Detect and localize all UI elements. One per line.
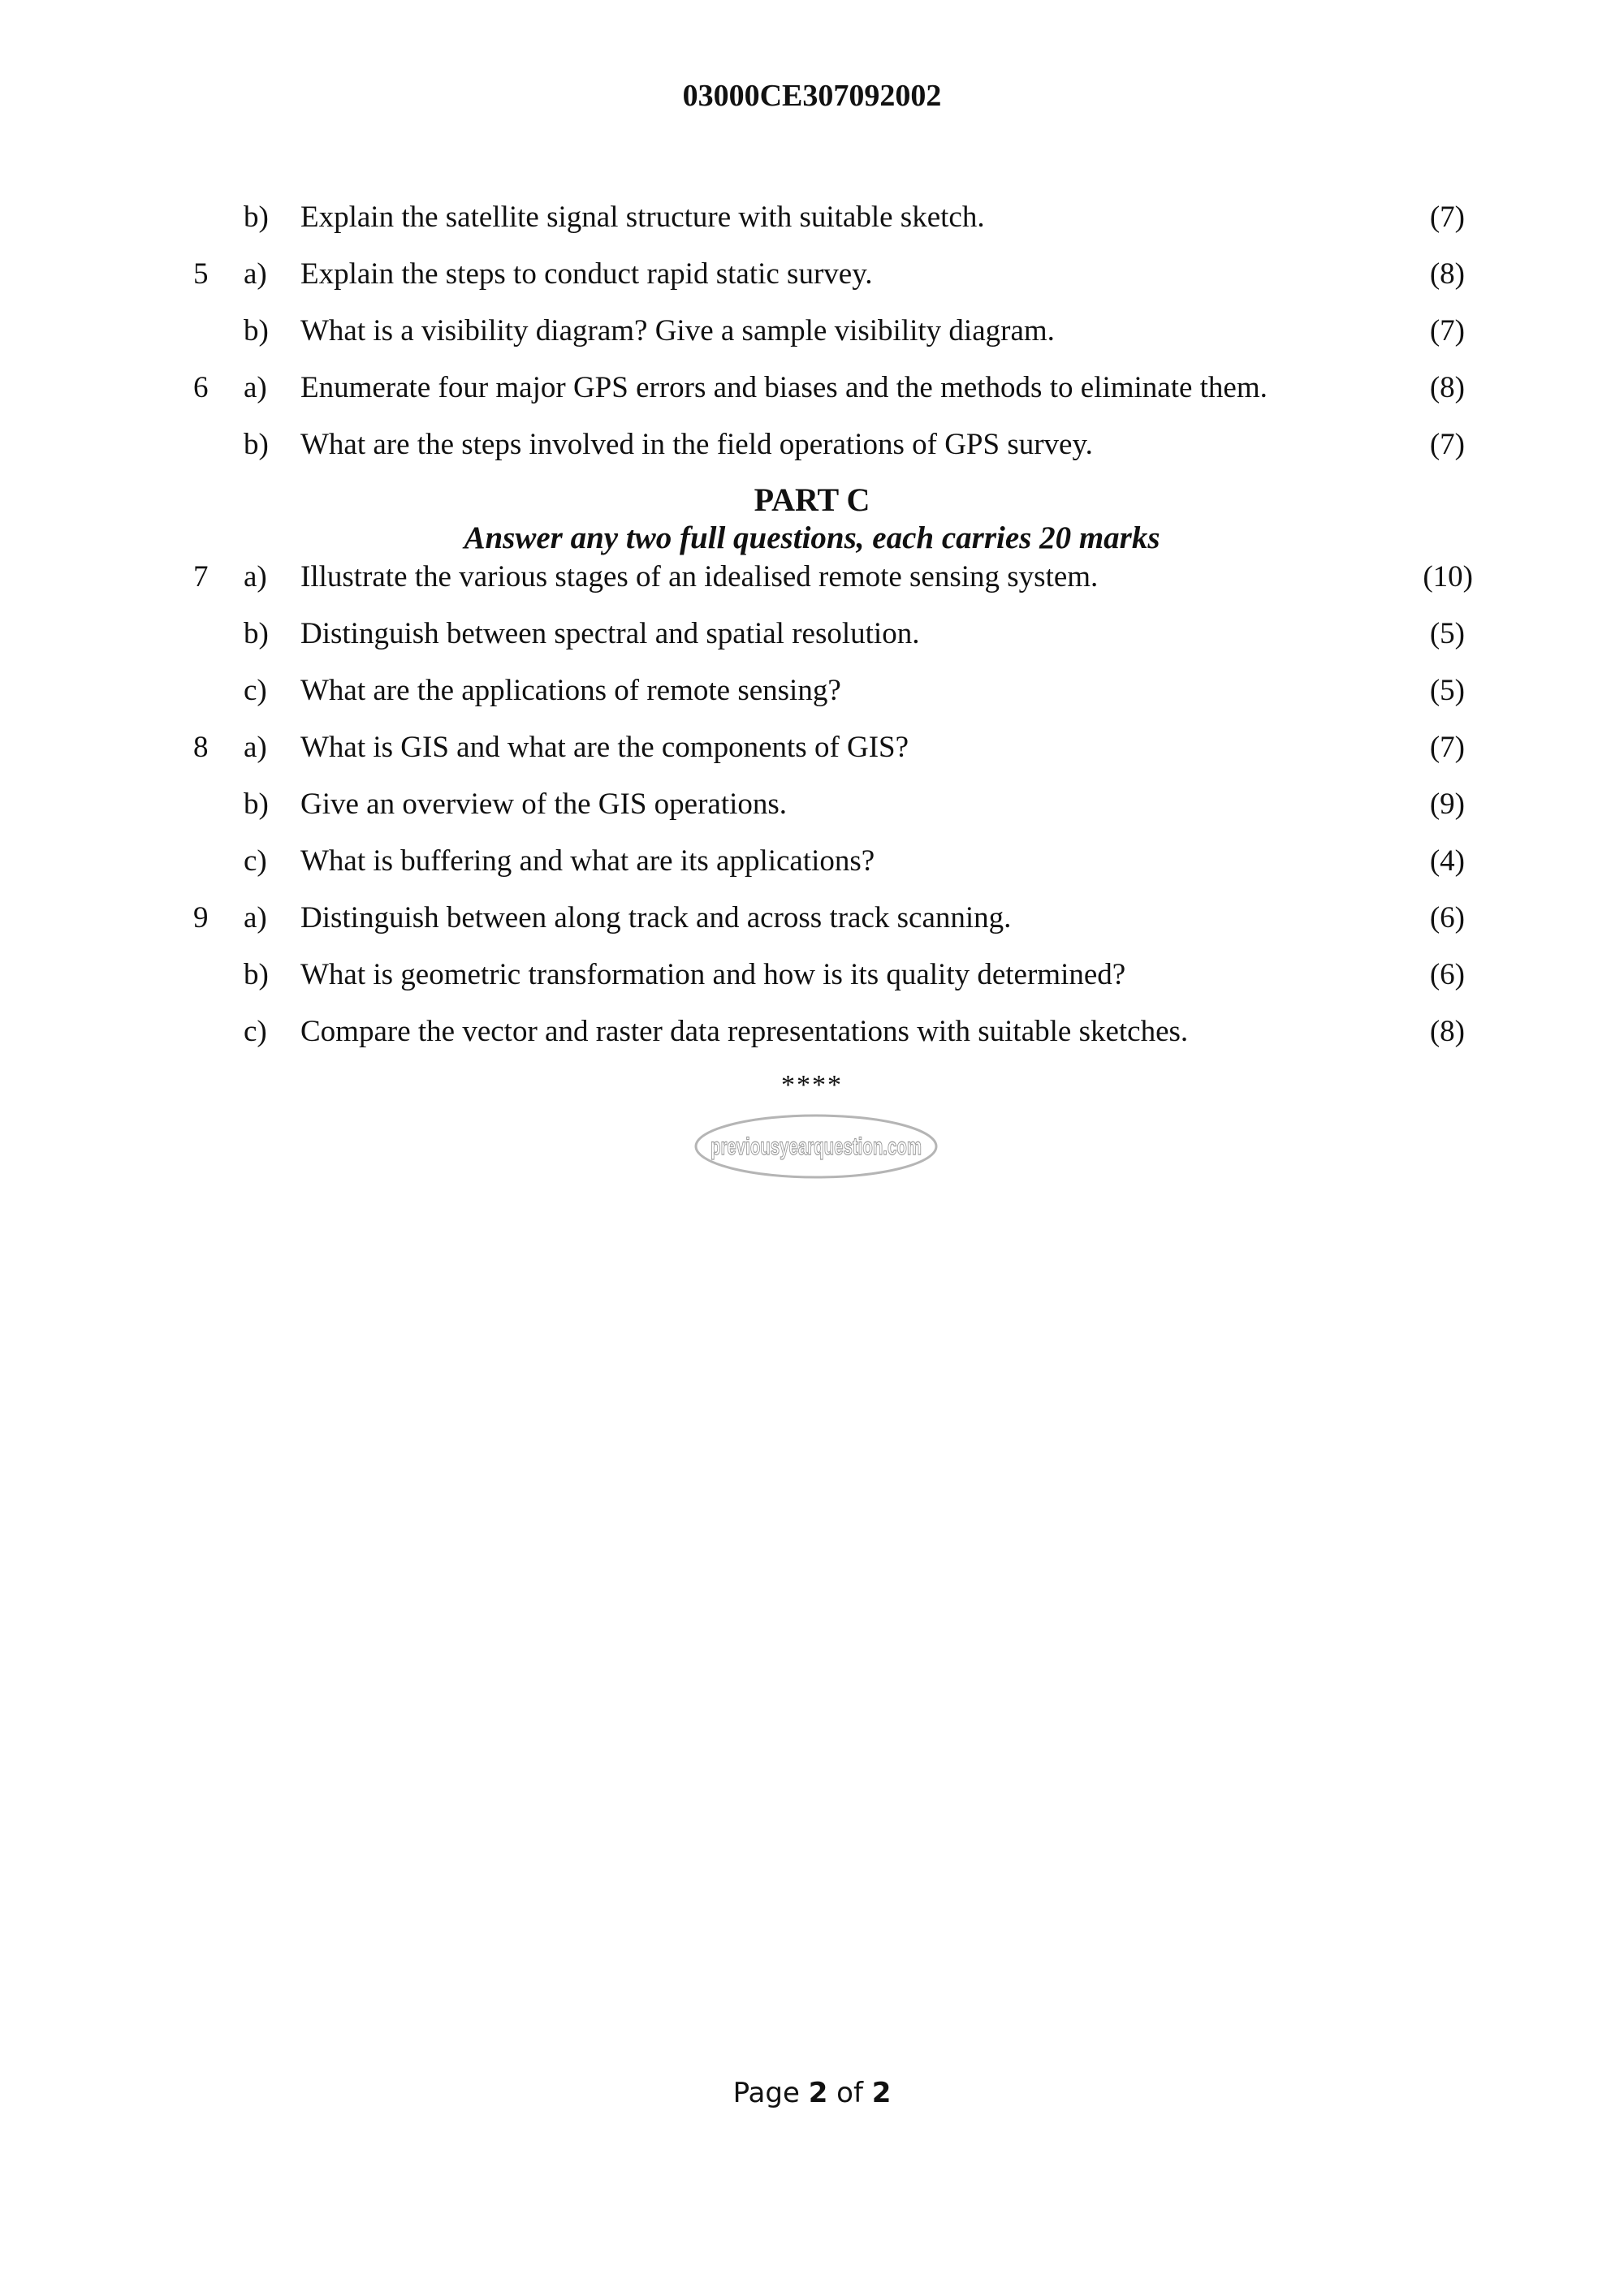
question-number: 6 xyxy=(193,371,209,404)
question-row xyxy=(0,557,1624,598)
footer-current-page: 2 xyxy=(808,2077,828,2109)
footer-page-word: Page xyxy=(732,2077,800,2109)
question-row xyxy=(0,898,1624,939)
question-marks: (7) xyxy=(1429,314,1465,347)
question-row xyxy=(0,1012,1624,1052)
question-marks: (7) xyxy=(1429,201,1465,234)
question-marks: (5) xyxy=(1429,617,1465,650)
question-row xyxy=(0,671,1624,711)
question-text: What is buffering and what are its applications? xyxy=(300,844,875,878)
question-text: Enumerate four major GPS errors and biases and the methods to eliminate them. xyxy=(300,371,1268,404)
question-marks: (8) xyxy=(1429,257,1465,291)
question-marks: (10) xyxy=(1423,560,1473,593)
question-text: What are the applications of remote sensing? xyxy=(300,674,841,707)
question-text: Illustrate the various stages of an idealised remote sensing system. xyxy=(300,560,1099,593)
question-marks: (7) xyxy=(1429,428,1465,461)
question-marks: (5) xyxy=(1429,674,1465,707)
sub-question-label: a) xyxy=(244,257,267,291)
page-footer xyxy=(0,2077,1624,2109)
sub-question-label: b) xyxy=(244,958,269,991)
question-row xyxy=(0,727,1624,768)
paper-code: 03000CE307092002 xyxy=(682,79,942,113)
question-row xyxy=(0,311,1624,352)
question-text: Distinguish between spectral and spatial resolution. xyxy=(300,617,920,650)
watermark-logo xyxy=(692,1111,940,1182)
sub-question-label: c) xyxy=(244,674,267,707)
question-marks: (7) xyxy=(1429,731,1465,764)
question-marks: (6) xyxy=(1429,901,1465,934)
question-row xyxy=(0,425,1624,465)
sub-question-label: a) xyxy=(244,901,267,934)
question-text: Distinguish between along track and across track scanning. xyxy=(300,901,1012,934)
question-row xyxy=(0,955,1624,995)
question-text: What are the steps involved in the field operations of GPS survey. xyxy=(300,428,1093,461)
question-text: Explain the steps to conduct rapid static survey. xyxy=(300,257,873,291)
footer-of-word: of xyxy=(836,2077,863,2109)
question-text: Give an overview of the GIS operations. xyxy=(300,788,788,821)
question-row xyxy=(0,614,1624,654)
question-number: 5 xyxy=(193,257,209,291)
question-marks: (6) xyxy=(1429,958,1465,991)
sub-question-label: c) xyxy=(244,1015,267,1048)
sub-question-label: a) xyxy=(244,560,267,593)
question-text: What is a visibility diagram? Give a sample visibility diagram. xyxy=(300,314,1055,347)
sub-question-label: a) xyxy=(244,731,267,764)
sub-question-label: b) xyxy=(244,314,269,347)
sub-question-label: b) xyxy=(244,428,269,461)
sub-question-label: c) xyxy=(244,844,267,878)
footer-total-pages: 2 xyxy=(871,2077,892,2109)
part-instruction: Answer any two full questions, each carries 20 marks xyxy=(464,520,1160,555)
question-row xyxy=(0,784,1624,825)
question-number: 7 xyxy=(193,560,209,593)
question-marks: (9) xyxy=(1429,788,1465,821)
sub-question-label: b) xyxy=(244,617,269,650)
question-row xyxy=(0,197,1624,238)
question-row xyxy=(0,841,1624,882)
question-marks: (8) xyxy=(1429,1015,1465,1048)
watermark-text: previousyearquestion.com xyxy=(710,1133,922,1160)
question-row xyxy=(0,254,1624,295)
question-text: What is geometric transformation and how is its quality determined? xyxy=(300,958,1126,991)
question-row xyxy=(0,368,1624,408)
question-text: Compare the vector and raster data representations with suitable sketches. xyxy=(300,1015,1189,1048)
question-marks: (4) xyxy=(1429,844,1465,878)
question-marks: (8) xyxy=(1429,371,1465,404)
sub-question-label: b) xyxy=(244,201,269,234)
part-title: PART C xyxy=(754,481,870,518)
question-text: What is GIS and what are the components of GIS? xyxy=(300,731,909,764)
sub-question-label: b) xyxy=(244,788,269,821)
question-number: 8 xyxy=(193,731,209,764)
question-number: 9 xyxy=(193,901,209,934)
question-text: Explain the satellite signal structure with suitable sketch. xyxy=(300,201,985,234)
sub-question-label: a) xyxy=(244,371,267,404)
end-marker: **** xyxy=(781,1070,843,1100)
